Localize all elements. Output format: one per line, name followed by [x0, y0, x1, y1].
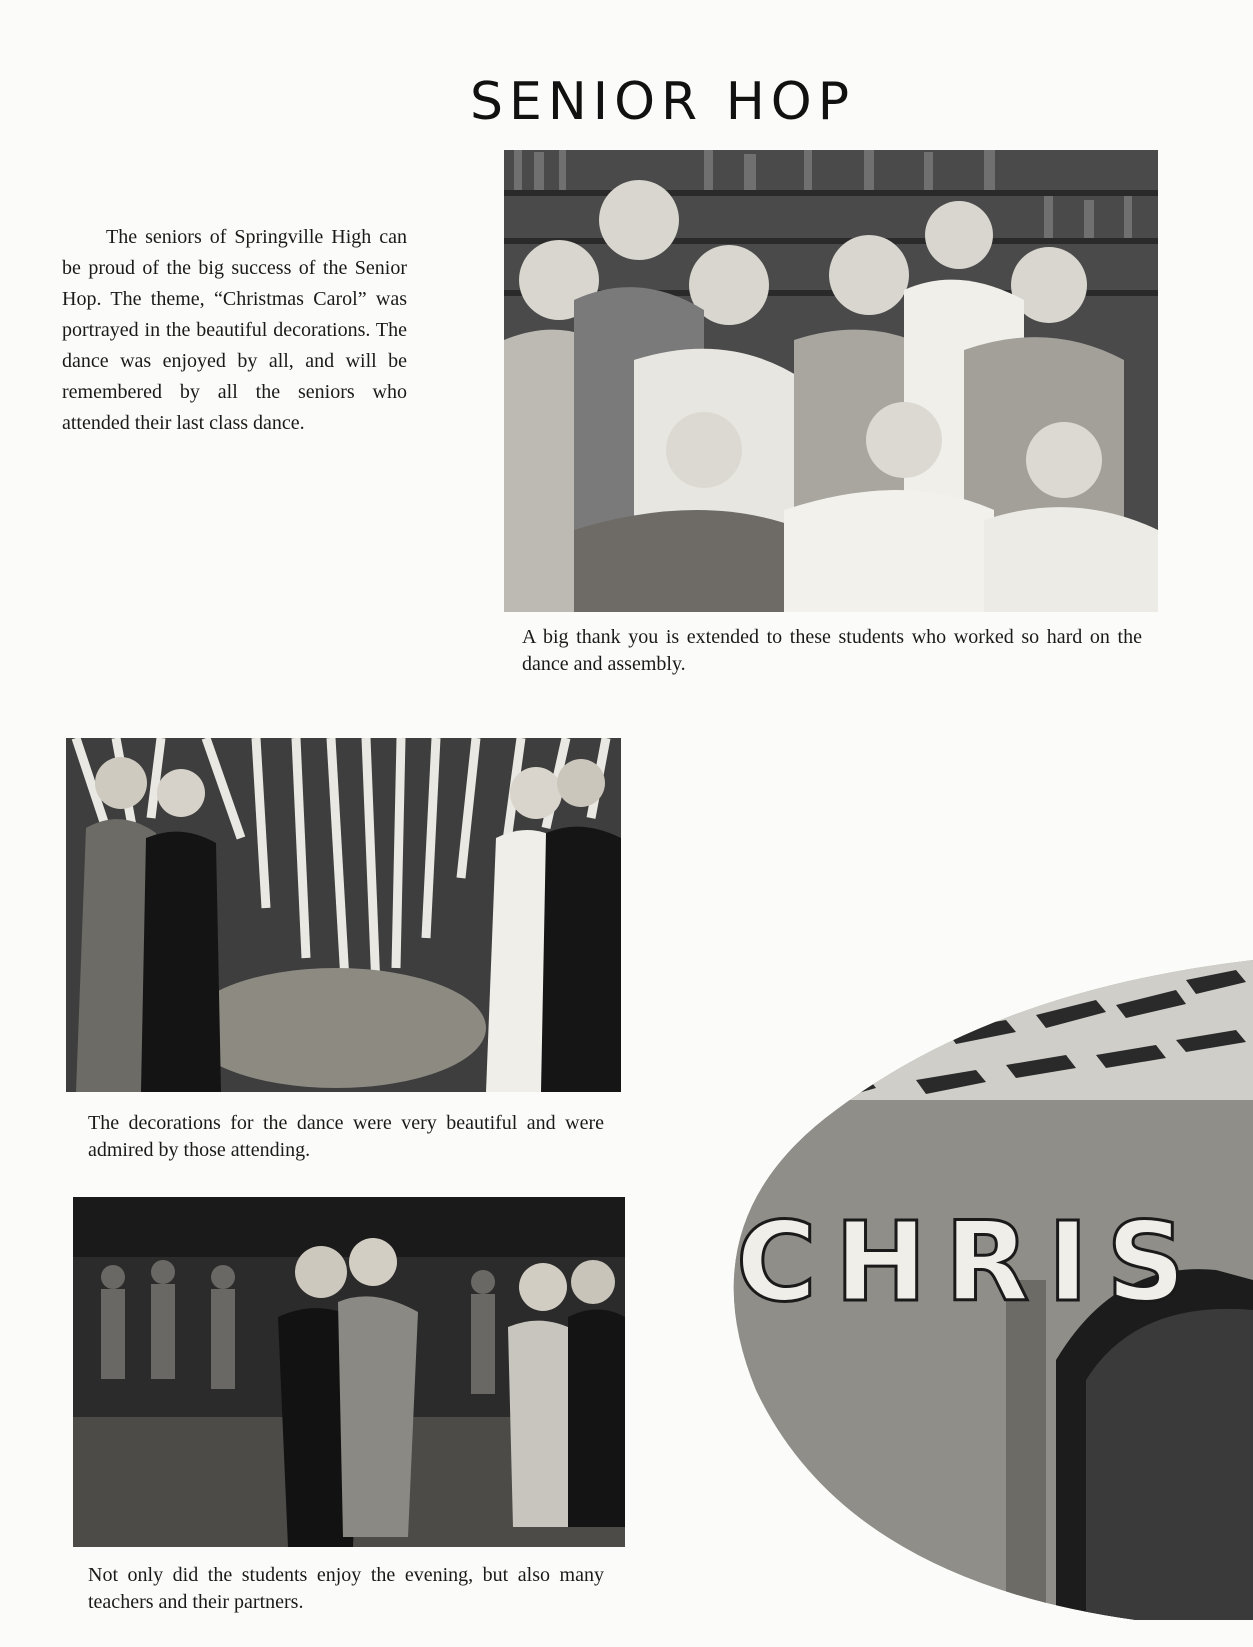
christmas-banner-photo	[716, 960, 1253, 1620]
committee-caption: A big thank you is extended to these students who worked so hard on the dance and assembly.	[522, 626, 1142, 675]
dance-floor-caption: Not only did the students enjoy the evening, but also many teachers and their partners.	[88, 1564, 604, 1613]
intro-paragraph: The seniors of Springville High can be proud of the big success of the Senior Hop. The theme, “Christmas Carol” was portrayed in the beautiful decorations. The dance was enjoyed by all, and will be remembered by all the seniors who attended their last class dance.	[62, 226, 407, 434]
committee-group-photo	[504, 150, 1158, 612]
decorations-photo	[66, 738, 621, 1092]
page-title: SENIOR HOP	[470, 72, 856, 132]
dance-floor-photo	[73, 1197, 625, 1547]
christmas-sign-letters: CHRIS	[736, 1198, 1204, 1326]
decorations-caption: The decorations for the dance were very beautiful and were admired by those attending.	[88, 1112, 604, 1161]
